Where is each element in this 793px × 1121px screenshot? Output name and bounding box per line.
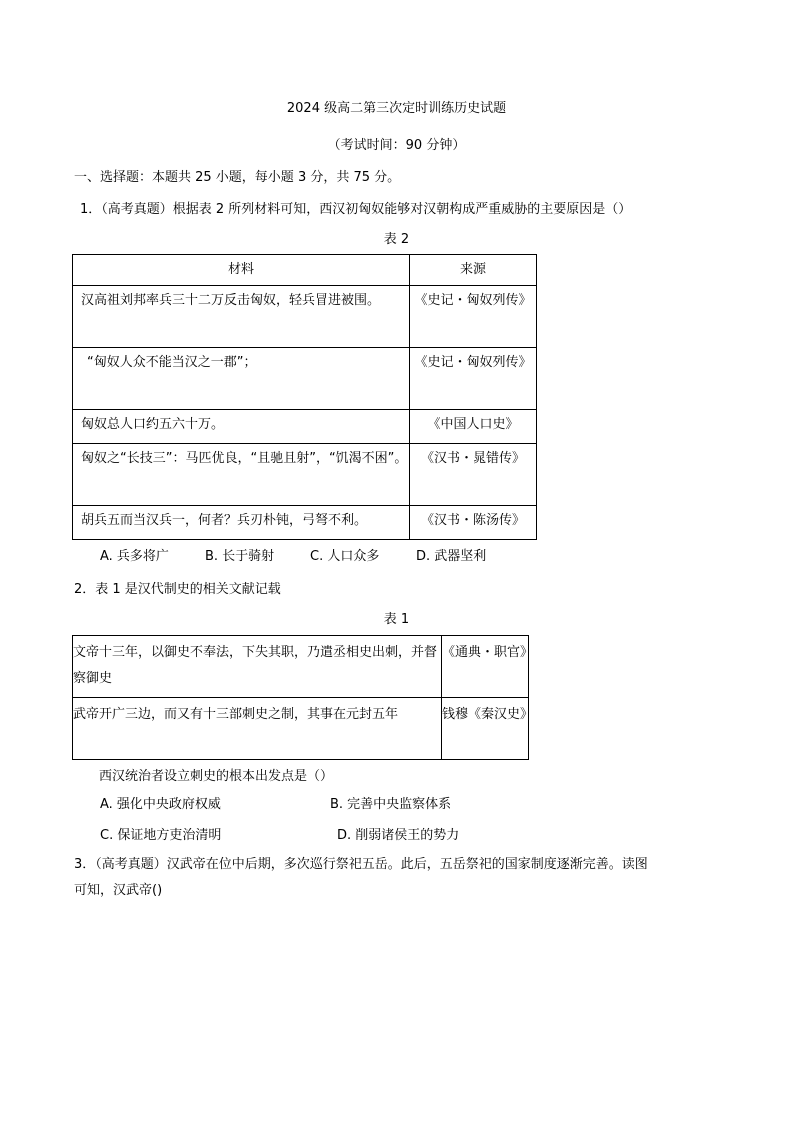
table-header-material: 材料 — [73, 255, 410, 286]
table-cell-material: 文帝十三年，以御史不奉法，下失其职，乃遣丞相史出刺，并督察御史 — [73, 636, 442, 698]
table-row — [73, 636, 529, 698]
table-row — [73, 698, 529, 760]
table-row — [73, 348, 537, 410]
exam-time: （考试时间：90 分钟） — [327, 138, 466, 153]
table-cell-source: 《汉书・晁错传》 — [410, 444, 537, 506]
table-header-source: 来源 — [410, 255, 537, 286]
option-d[interactable]: D. 武器坚利 — [416, 549, 487, 564]
table-2 — [72, 254, 537, 540]
table-cell-material: “匈奴人众不能当汉之一郡”； — [73, 348, 410, 410]
table-cell-material: 胡兵五而当汉兵一，何者？兵刃朴钝，弓弩不利。 — [73, 506, 410, 540]
table-cell-source: 《史记・匈奴列传》 — [410, 286, 537, 348]
question-3-stem-line-1: 3．（高考真题）汉武帝在位中后期，多次巡行祭祀五岳。此后，五岳祭祀的国家制度逐渐完善。读图 — [74, 857, 648, 872]
table-row — [73, 410, 537, 444]
page-title: 2024 级高二第三次定时训练历史试题 — [286, 101, 507, 116]
table-row — [73, 506, 537, 540]
question-1-stem: 1．（高考真题）根据表 2 所列材料可知，西汉初匈奴能够对汉朝构成严重威胁的主要原因是（） — [80, 202, 632, 217]
table-cell-material: 匈奴之“长技三”：马匹优良，“且驰且射”，“饥渴不困”。 — [73, 444, 410, 506]
table-cell-source: 《通典・职官》 — [442, 636, 529, 698]
option-c[interactable]: C. 保证地方吏治清明 — [100, 828, 222, 843]
table-row — [73, 286, 537, 348]
option-b[interactable]: B. 长于骑射 — [205, 549, 275, 564]
option-d[interactable]: D. 削弱诸侯王的势力 — [337, 828, 460, 843]
option-a[interactable]: A. 强化中央政府权威 — [100, 797, 221, 812]
option-c[interactable]: C. 人口众多 — [310, 549, 380, 564]
table-1 — [72, 635, 534, 760]
table-cell-material: 汉高祖刘邦率兵三十二万反击匈奴，轻兵冒进被围。 — [73, 286, 410, 348]
table-2-caption: 表 2 — [383, 232, 410, 247]
table-row — [73, 444, 537, 506]
question-3-stem-line-2: 可知，汉武帝() — [74, 883, 163, 898]
table-cell-source: 钱穆《秦汉史》 — [442, 698, 529, 760]
table-cell-material: 武帝开广三边，而又有十三部刺史之制，其事在元封五年 — [73, 698, 442, 760]
question-2-stem: 2．表 1 是汉代制史的相关文献记载 — [74, 582, 281, 597]
option-a[interactable]: A. 兵多将广 — [100, 549, 169, 564]
option-b[interactable]: B. 完善中央监察体系 — [330, 797, 452, 812]
table-cell-source: 《史记・匈奴列传》 — [410, 348, 537, 410]
table-cell-source: 《汉书・陈汤传》 — [410, 506, 537, 540]
question-2-prompt: 西汉统治者设立刺史的根本出发点是（） — [99, 769, 334, 784]
table-cell-material: 匈奴总人口约五六十万。 — [73, 410, 410, 444]
table-1-caption: 表 1 — [383, 612, 410, 627]
section-heading: 一、选择题：本题共 25 小题，每小题 3 分，共 75 分。 — [74, 170, 401, 185]
table-cell-source: 《中国人口史》 — [410, 410, 537, 444]
